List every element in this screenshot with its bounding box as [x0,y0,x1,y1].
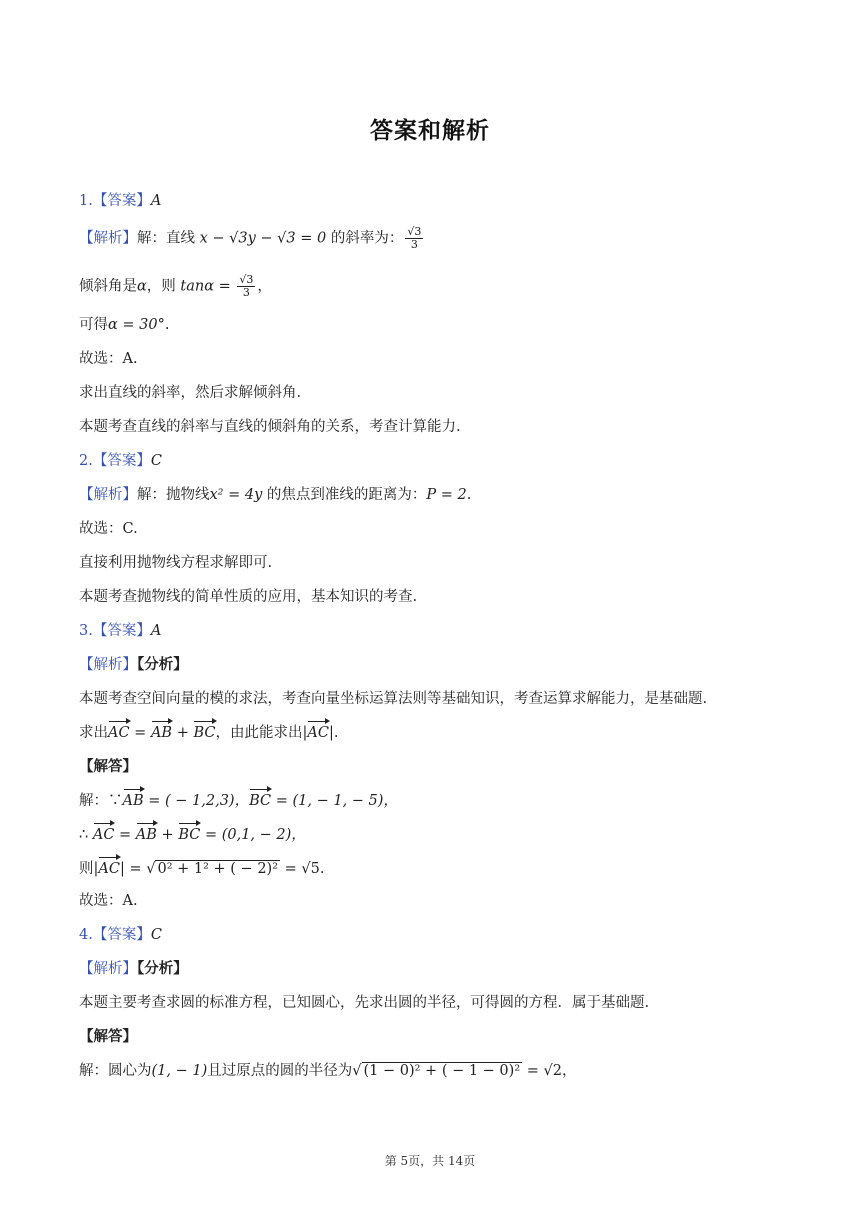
q3-summary: 本题考查空间向量的模的求法，考查向量坐标运算法则等基础知识，考查运算求解能力，是基础题. [79,691,708,707]
fraction-denominator: 3 [242,286,250,299]
vector-bc: BC [249,793,272,809]
q3-solution-line2 [79,825,306,849]
q3-text: = [114,827,136,843]
q2-analysis-line1 [79,485,471,509]
sqrt-radicand: (1 − 0)² + ( − 1 − 0)² [363,1063,521,1079]
fraction-numerator: √3 [407,225,422,238]
q3-answer: A [150,623,162,639]
q3-text: 则 [79,861,94,877]
q3-text: 求出 [79,725,108,741]
q1-answer-tag: 【答案】 [92,193,151,209]
q3-text: + [156,827,179,843]
page-footer: 第 5页，共 14页 [384,1154,476,1168]
q1-text: 的斜率为： [330,230,404,247]
q3-text: | = [119,861,147,877]
q4-answer: C [150,927,162,943]
q3-choice: 故选：A. [79,893,138,909]
vector-ac: AC [108,725,130,741]
q1-text: 解：直线 [137,230,195,247]
q1-tan-expression: tanα = [180,278,231,295]
q1-analysis-line1 [79,226,425,250]
q1-choice: 故选：A. [79,351,138,367]
q1-tan-fraction [237,274,255,299]
q3-analysis-tag: 【解析】 [79,657,137,673]
vector-bc: BC [193,725,216,741]
q4-fenxi-tag: 【分析】 [137,960,188,977]
q3-answer-line [79,621,161,645]
q3-result: = √5. [280,861,325,877]
q2-comment: 本题考查抛物线的简单性质的应用，基本知识的考查. [79,589,418,605]
q2-analysis-tag: 【解析】 [79,487,137,503]
q3-method-line [79,723,338,747]
vector-ab: AB [122,793,144,809]
vector-ac: AC [98,861,120,877]
q1-result: α = 30° [108,317,165,333]
q2-text: . [466,487,472,503]
q3-text: ，由此能求出 [215,725,303,741]
q1-answer-line [79,191,161,215]
fraction-numerator: √3 [239,273,254,286]
q2-number: 2. [79,453,93,469]
q3-vector-bc-value: = (1, − 1, − 5)， [271,793,398,809]
q4-result: = √2， [522,1063,577,1079]
q3-text: + [172,725,194,741]
q2-answer: C [150,453,162,469]
q3-solution-line3 [79,859,324,883]
q4-text: 解：圆心为 [79,1063,152,1079]
q2-answer-tag: 【答案】 [92,453,151,469]
q4-solution-line1 [79,1061,576,1085]
q3-text: = [129,725,151,741]
q1-text: 倾斜角是 [79,278,137,295]
q1-answer: A [150,193,162,209]
q1-method: 求出直线的斜率，然后求解倾斜角. [79,385,302,401]
q2-choice: 故选：C. [79,521,138,537]
q4-number: 4. [79,927,93,943]
q3-number: 3. [79,623,93,639]
q1-comment: 本题考查直线的斜率与直线的倾斜角的关系，考查计算能力. [79,419,461,435]
q4-jieda-tag: 【解答】 [79,1028,137,1045]
q3-jieda-tag: 【解答】 [79,758,137,775]
q3-text: | [93,861,99,877]
vector-ac: AC [92,827,115,843]
q2-text: 的焦点到准线的距离为： [266,487,427,503]
q1-analysis-tag: 【解析】 [79,230,137,247]
vector-ac: AC [307,725,329,741]
q4-analysis-header [79,959,188,983]
q3-text: | [302,725,308,741]
sqrt-expression: √ 0² + 1² + ( − 2)² [146,861,279,877]
q3-solution-line1 [79,791,398,815]
q1-slope-fraction [405,226,423,251]
q3-answer-tag: 【答案】 [92,623,151,639]
q4-answer-line [79,925,162,949]
q3-text: ∴ [79,827,93,843]
q4-text: 且过原点的圆的半径为 [207,1063,353,1079]
fraction-denominator: 3 [410,238,418,251]
page-title: 答案和解析 [370,118,490,144]
q1-analysis-line3 [79,315,169,339]
q4-analysis-tag: 【解析】 [79,961,137,977]
q2-text: 解：抛物线 [137,487,210,503]
q1-alpha: α [137,278,147,295]
q3-text: 解：∵ [79,793,123,809]
q4-answer-tag: 【答案】 [92,927,151,943]
q4-summary: 本题主要考查求圆的标准方程，已知圆心，先求出圆的半径，可得圆的方程．属于基础题. [79,995,650,1011]
q1-text: 可得 [79,317,108,333]
q2-equation: x² = 4y [209,487,263,503]
q3-fenxi-tag: 【分析】 [137,656,188,673]
q3-text: |. [328,725,339,741]
q3-analysis-header [79,655,188,679]
q3-vector-ac-value: = (0,1, − 2)， [200,827,306,843]
q2-method: 直接利用抛物线方程求解即可. [79,555,273,571]
q1-equation: x − √3y − √3 = 0 [199,230,327,247]
vector-bc: BC [178,827,201,843]
sqrt-radicand: 0² + 1² + ( − 2)² [157,861,279,877]
q2-answer-line [79,451,162,475]
q2-result: P = 2 [426,487,467,503]
q1-text: . [164,317,170,333]
q1-number: 1. [79,193,93,209]
q1-text: ， [257,278,272,295]
q3-vector-ab-value: = ( − 1,2,3)， [143,793,250,809]
q1-analysis-line2 [79,274,272,298]
sqrt-expression: √ (1 − 0)² + ( − 1 − 0)² [352,1063,521,1079]
vector-ab: AB [135,827,157,843]
vector-ab: AB [150,725,173,741]
q1-text: ，则 [146,278,176,295]
q4-center: (1, − 1) [151,1063,208,1079]
